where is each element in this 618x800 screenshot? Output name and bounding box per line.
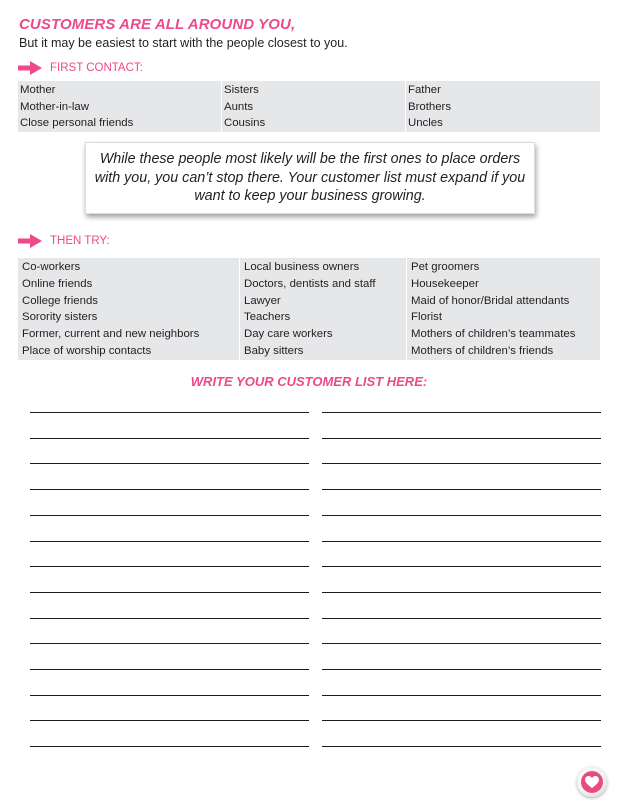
table-cell: Day care workers <box>244 328 333 341</box>
first-contact-column-1 <box>18 81 221 132</box>
then-try-table <box>18 258 600 360</box>
then-try-column-1 <box>18 258 239 360</box>
write-line[interactable] <box>322 643 601 644</box>
table-cell: Mothers of children’s friends <box>411 344 554 357</box>
write-line[interactable] <box>322 489 601 490</box>
first-contact-column-2 <box>221 81 405 132</box>
table-cell: Sorority sisters <box>22 311 98 324</box>
table-cell: Sisters <box>224 84 259 96</box>
table-cell: Father <box>408 84 441 96</box>
write-line[interactable] <box>322 541 601 542</box>
first-contact-label-text: FIRST CONTACT: <box>50 62 143 74</box>
write-line[interactable] <box>322 515 601 516</box>
heart-icon <box>585 776 599 789</box>
table-cell: Lawyer <box>244 294 281 307</box>
table-cell: Place of worship contacts <box>22 344 152 357</box>
page-subtitle: But it may be easiest to start with the people closest to you. <box>19 36 348 50</box>
write-line[interactable] <box>322 669 601 670</box>
write-line[interactable] <box>30 618 309 619</box>
then-try-column-2 <box>239 258 406 360</box>
write-line[interactable] <box>30 515 309 516</box>
write-line[interactable] <box>30 489 309 490</box>
heart-badge-inner <box>581 771 603 793</box>
write-line[interactable] <box>322 720 601 721</box>
table-cell: Maid of honor/Bridal attendants <box>411 294 570 307</box>
table-cell: Online friends <box>22 277 93 290</box>
write-line[interactable] <box>322 412 601 413</box>
write-line[interactable] <box>322 438 601 439</box>
table-cell: Former, current and new neighbors <box>22 328 200 341</box>
write-line[interactable] <box>322 463 601 464</box>
table-cell: Florist <box>411 311 443 324</box>
arrow-right-icon <box>18 61 42 75</box>
write-line[interactable] <box>30 592 309 593</box>
first-contact-table <box>18 81 600 132</box>
arrow-right-icon <box>18 234 42 248</box>
write-line[interactable] <box>30 463 309 464</box>
write-line[interactable] <box>322 695 601 696</box>
table-cell: Co-workers <box>22 261 81 273</box>
table-cell: Close personal friends <box>20 117 134 129</box>
table-cell: Housekeeper <box>411 277 479 290</box>
first-contact-column-3 <box>405 81 600 132</box>
write-line[interactable] <box>30 566 309 567</box>
then-try-label-text: THEN TRY: <box>50 235 110 247</box>
write-line[interactable] <box>322 746 601 747</box>
table-cell: College friends <box>22 294 98 307</box>
quote-box <box>85 142 535 214</box>
page-title: CUSTOMERS ARE ALL AROUND YOU, <box>19 16 296 33</box>
then-try-label <box>18 233 110 249</box>
table-cell: Mother-in-law <box>20 100 89 113</box>
table-cell: Local business owners <box>244 261 360 273</box>
write-line[interactable] <box>322 592 601 593</box>
table-cell: Teachers <box>244 311 291 324</box>
quote-text: While these people most likely will be the first ones to place orders with you, you can’t stop there. Your customer list must expand if you want to keep your business growing. <box>94 151 526 205</box>
write-line[interactable] <box>30 412 309 413</box>
table-cell: Aunts <box>224 100 254 113</box>
customer-list-title: WRITE YOUR CUSTOMER LIST HERE: <box>190 374 428 389</box>
write-line[interactable] <box>322 566 601 567</box>
write-line[interactable] <box>322 618 601 619</box>
table-cell: Brothers <box>408 100 452 113</box>
first-contact-label <box>18 60 143 76</box>
write-line[interactable] <box>30 643 309 644</box>
table-cell: Cousins <box>224 117 266 129</box>
table-cell: Mothers of children’s teammates <box>411 328 576 341</box>
write-line[interactable] <box>30 669 309 670</box>
table-cell: Pet groomers <box>411 261 480 273</box>
write-line[interactable] <box>30 695 309 696</box>
table-cell: Mother <box>20 84 56 96</box>
table-cell: Doctors, dentists and staff <box>244 277 376 290</box>
table-cell: Baby sitters <box>244 344 304 357</box>
heart-badge <box>577 767 607 797</box>
write-line[interactable] <box>30 541 309 542</box>
write-line[interactable] <box>30 438 309 439</box>
then-try-column-3 <box>406 258 600 360</box>
write-line[interactable] <box>30 720 309 721</box>
table-cell: Uncles <box>408 117 443 129</box>
write-line[interactable] <box>30 746 309 747</box>
